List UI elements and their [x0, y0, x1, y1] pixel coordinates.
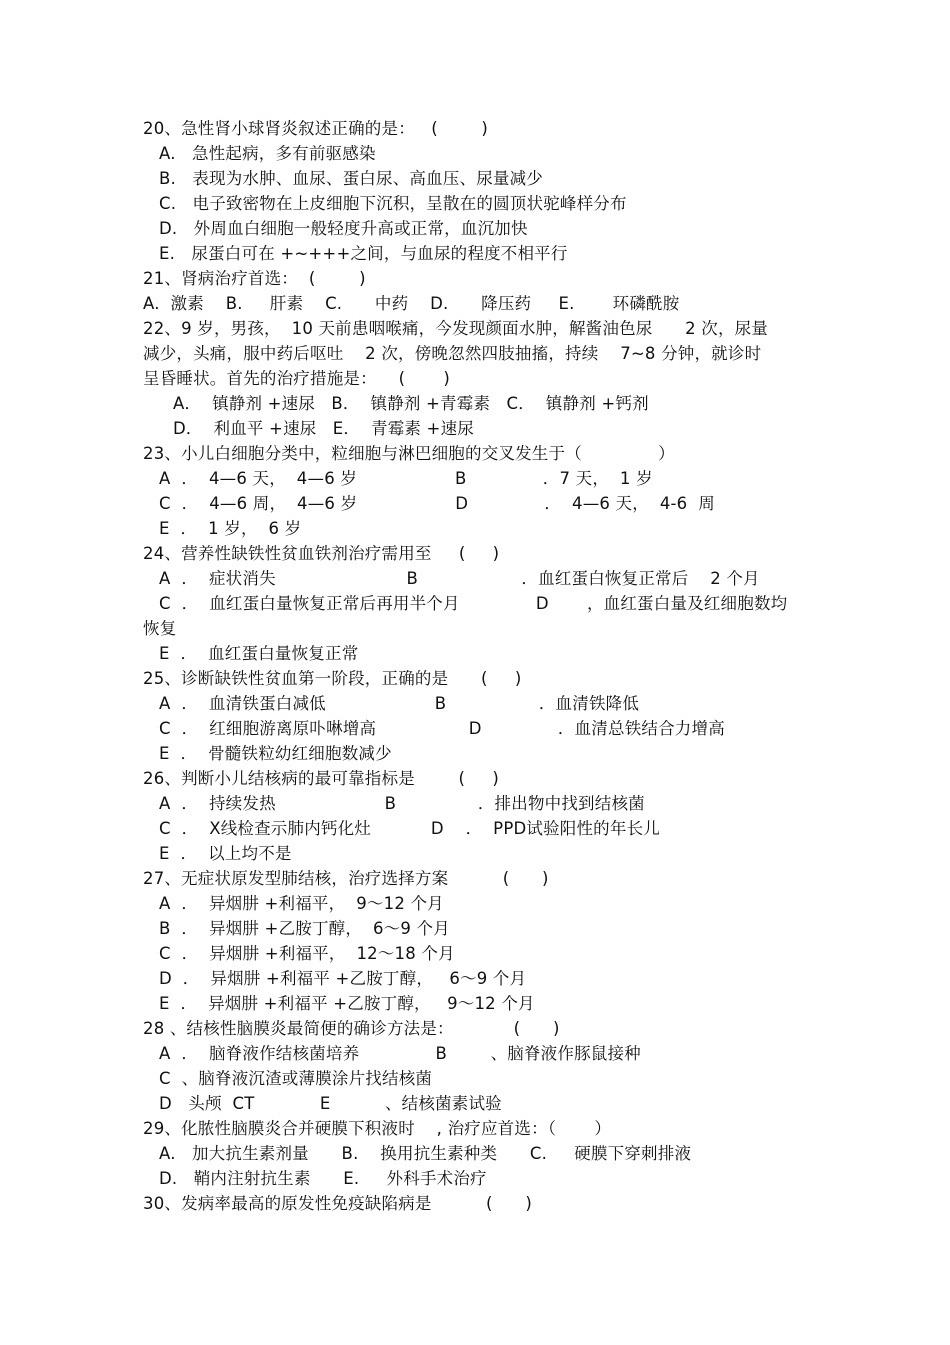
question-23-options-line-3: E ． 1 岁， 6 岁: [159, 519, 302, 538]
question-20-option-a: A. 急性起病，多有前驱感染: [159, 144, 376, 163]
question-27-option-e: E ． 异烟肼 +利福平 +乙胺丁醇， 9～12 个月: [159, 994, 535, 1013]
question-25-options-line-1: A ． 血清铁蛋白减低 B ．血清铁降低: [159, 694, 640, 713]
question-27-option-a: A ． 异烟肼 +利福平， 9～12 个月: [159, 894, 444, 913]
question-25-stem: 25、诊断缺铁性贫血第一阶段，正确的是 ( ): [143, 669, 522, 688]
question-26-stem: 26、判断小儿结核病的最可靠指标是 ( ): [143, 769, 499, 788]
question-22-stem-line-1: 22、9 岁，男孩， 10 天前患咽喉痛，今发现颜面水肿，解酱油色尿 2 次，尿量: [143, 319, 769, 338]
question-30-stem: 30、发病率最高的原发性免疫缺陷病是 ( ): [143, 1194, 532, 1213]
question-29-options-line-1: A. 加大抗生素剂量 B. 换用抗生素种类 C. 硬膜下穿刺排液: [159, 1144, 692, 1163]
question-21-options: A. 激素 B. 肝素 C. 中药 D. 降压药 E. 环磷酰胺: [143, 294, 680, 313]
question-23-options-line-1: A ． 4—6 天， 4—6 岁 B ．7 天， 1 岁: [159, 469, 653, 488]
question-24-options-line-1: A ． 症状消失 B ．血红蛋白恢复正常后 2 个月: [159, 569, 760, 588]
question-27-option-c: C ． 异烟肼 +利福平， 12～18 个月: [159, 944, 455, 963]
question-23-stem: 23、小儿白细胞分类中，粒细胞与淋巴细胞的交叉发生于（ ）: [143, 444, 675, 463]
question-25-options-line-3: E ． 骨髓铁粒幼红细胞数减少: [159, 744, 392, 763]
question-28-options-line-3: D 头颅 CT E 、结核菌素试验: [159, 1094, 502, 1113]
question-20-option-c: C. 电子致密物在上皮细胞下沉积，呈散在的圆顶状驼峰样分布: [159, 194, 627, 213]
question-28-stem: 28 、结核性脑膜炎最简便的确诊方法是： ( ): [143, 1019, 560, 1038]
question-29-options-line-2: D. 鞘内注射抗生素 E. 外科手术治疗: [159, 1169, 487, 1188]
question-28-options-line-2: C 、脑脊液沉渣或薄膜涂片找结核菌: [159, 1069, 433, 1088]
question-20-option-d: D. 外周血白细胞一般轻度升高或正常，血沉加快: [159, 219, 528, 238]
question-27-option-d: D ． 异烟肼 +利福平 +乙胺丁醇， 6～9 个月: [159, 969, 527, 988]
question-23-options-line-2: C ． 4—6 周， 4—6 岁 D ． 4—6 天， 4-6 周: [159, 494, 715, 513]
question-28-options-line-1: A ． 脑脊液作结核菌培养 B 、脑脊液作豚鼠接种: [159, 1044, 641, 1063]
question-26-options-line-2: C ． X线检查示肺内钙化灶 D ． PPD试验阳性的年长儿: [159, 819, 660, 838]
question-26-options-line-3: E ． 以上均不是: [159, 844, 292, 863]
question-22-stem-line-2: 减少，头痛，服中药后呕吐 2 次，傍晚忽然四肢抽搐，持续 7~8 分钟，就诊时: [143, 344, 762, 363]
question-27-option-b: B ． 异烟肼 +乙胺丁醇， 6～9 个月: [159, 919, 450, 938]
question-22-stem-line-3: 呈昏睡状。首先的治疗措施是： ( ): [143, 369, 450, 388]
question-21-stem: 21、肾病治疗首选： ( ): [143, 269, 366, 288]
question-24-options-line-4: E ． 血红蛋白量恢复正常: [159, 644, 359, 663]
question-25-options-line-2: C ． 红细胞游离原卟啉增高 D ．血清总铁结合力增高: [159, 719, 725, 738]
question-27-stem: 27、无症状原发型肺结核，治疗选择方案 ( ): [143, 869, 549, 888]
question-20-option-e: E. 尿蛋白可在 +~+++之间，与血尿的程度不相平行: [159, 244, 568, 263]
question-22-options-line-1: A． 镇静剂 +速尿 B． 镇静剂 +青霉素 C． 镇静剂 +钙剂: [173, 394, 649, 413]
question-22-options-line-2: D． 利血平 +速尿 E． 青霉素 +速尿: [173, 419, 474, 438]
question-24-stem: 24、营养性缺铁性贫血铁剂治疗需用至 ( ): [143, 544, 500, 563]
question-24-options-line-3: 恢复: [143, 619, 177, 638]
question-26-options-line-1: A ． 持续发热 B ．排出物中找到结核菌: [159, 794, 645, 813]
question-24-options-line-2: C ． 血红蛋白量恢复正常后再用半个月 D ，血红蛋白量及红细胞数均: [159, 594, 788, 613]
question-29-stem: 29、化脓性脑膜炎合并硬膜下积液时 , 治疗应首选：（ ）: [143, 1119, 612, 1138]
question-20-stem: 20、急性肾小球肾炎叙述正确的是： ( ): [143, 119, 489, 138]
question-20-option-b: B. 表现为水肿、血尿、蛋白尿、高血压、尿量减少: [159, 169, 543, 188]
